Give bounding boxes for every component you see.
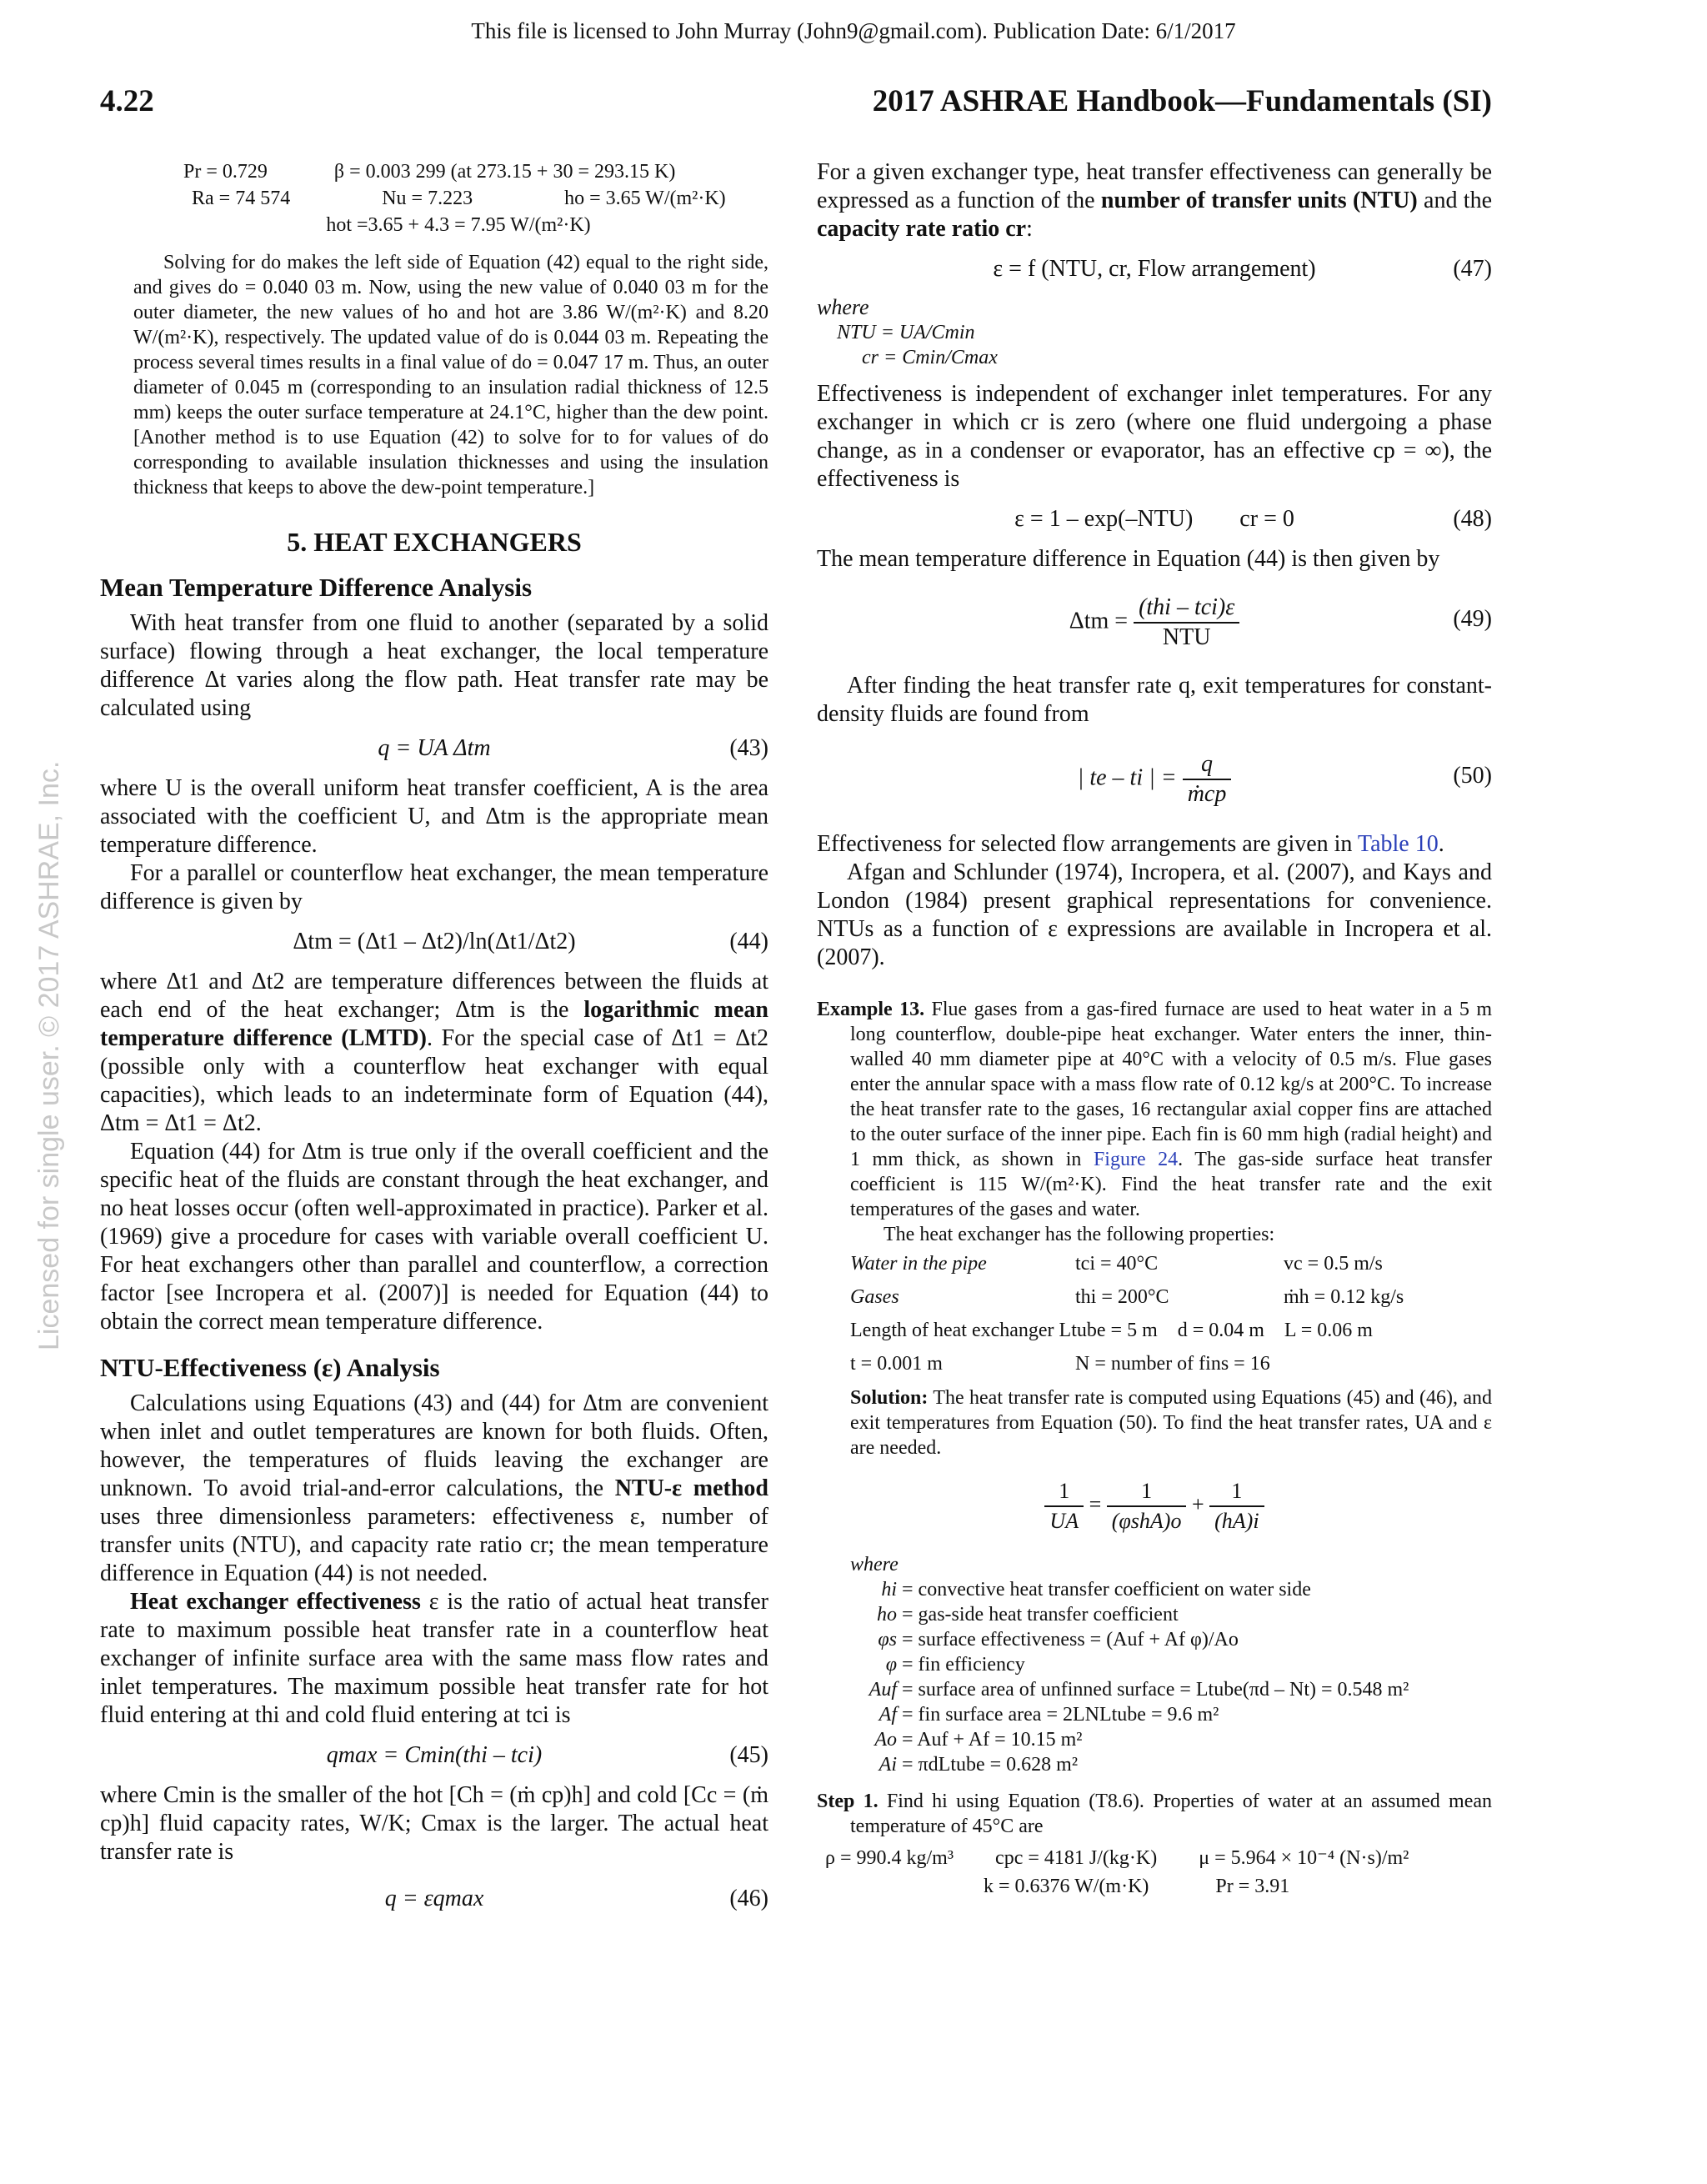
paragraph-7: Heat exchanger effectiveness ε is the ratio of actual heat transfer rate to maximum possible heat transfer rate in a counterflow heat exchanger of infinite surface area with the same mass flow rates and inlet temperatures. The maximum possible heat transfer rate for hot fluid entering at thi and cold fluid entering at tci is bbox=[100, 1589, 768, 1728]
license-line: This file is licensed to John Murray (John9@gmail.com). Publication Date: 6/1/2017 bbox=[471, 18, 1236, 43]
right-paragraph-2: Effectiveness is independent of exchanger inlet temperatures. For any exchanger in which cr is zero (where one fluid undergoing a phase change, as in a condenser or evaporator, has an effective cp = ∞), the effectiveness is bbox=[817, 381, 1492, 492]
solving-paragraph: Solving for do makes the left side of Equation (42) equal to the right side, and gives do = 0.040 03 m. Now, using the new value of 0.040 03 m for the outer diameter, the new values of ho and hot are 3.86 W/(m²·K) and 8.20 W/(m²·K), respectively. The updated value of do is 0.044 03 m. Repeating the process several times results in a final value of do = 0.047 17 m. Thus, an outer diameter of 0.045 m (corresponding to an insulation radial thickness of 12.5 mm) keeps the outer surface temperature at 24.1°C, higher than the dew point. [Another method is to use Equation (42) to solve for to for values of do corresponding to available insulation thicknesses and using the insulation thickness that keeps to above the dew-point temperature.] bbox=[133, 252, 768, 498]
figure-24-link[interactable]: Figure 24 bbox=[1093, 1149, 1179, 1170]
equation-44: Δtm = (Δt1 – Δt2)/ln(Δt1/Δt2) (44) bbox=[293, 929, 768, 954]
subsection-ntu: NTU-Effectiveness (ε) Analysis bbox=[100, 1353, 440, 1382]
paragraph-4: where Δt1 and Δt2 are temperature differences between the fluids at each end of the heat exchanger; Δtm is the logarithmic mean temperature difference (LMTD). For the special case of Δt1 = Δt2 (possible only with a counterflow heat exchanger with equal capacities), which leads to an indeterminate form of Equation (44), Δtm = Δt1 = Δt2. bbox=[100, 969, 768, 1136]
example-13: Example 13. Flue gases from a gas-fired furnace are used to heat water in a 5 m long counterflow, double-pipe heat exchanger. Water enters the inner, thin-walled 40 mm diameter pipe at 40°C with a velocity of 0.5 m/s. Flue gases enter the annular space with a mass flow rate of 0.12 kg/s at 200°C. To increase the heat transfer rate to the gases, 16 rectangular axial copper fins are attached to the outer surface of the inner pipe. Each fin is 60 mm high (radial height) and 1 mm thick, as shown in Figure 24. The gas-side surface heat transfer coefficient is 115 W/(m²·K). Find the heat transfer rate and the exit temperatures of the gases and water. The heat exchanger has the following properties: bbox=[817, 999, 1493, 1245]
symbol-definitions: where hi = convective heat transfer coefficient on water side ho = gas-side heat transfer coefficient φs = surface effectiveness = (Auf + Af φ)/Ao φ = fin efficiency Auf = surface area of unfinned surface = Ltube(πd – Nt) = 0.548 m² Af = fin surface area = 2LNLtube = 9.6 m² Ao = Auf + Af = 10.15 m² Ai = πdLtube = 0.628 m² bbox=[850, 1554, 1409, 1776]
step-1: Step 1. Find hi using Equation (T8.6). Properties of water at an assumed mean temperature of 45°C are bbox=[817, 1791, 1492, 1837]
left-column bbox=[100, 158, 768, 1925]
prop-ra: Ra = 74 574 bbox=[192, 188, 291, 209]
right-paragraph-4: After finding the heat transfer rate q, exit temperatures for constant-density fluids are found from bbox=[817, 673, 1492, 727]
subsection-mtd: Mean Temperature Difference Analysis bbox=[100, 573, 533, 602]
license-watermark: Licensed for single user. © 2017 ASHRAE, Inc. bbox=[33, 760, 65, 1350]
water-properties: ρ = 990.4 kg/m³ cpc = 4181 J/(kg·K) μ = 5.964 × 10⁻⁴ (N·s)/m² k = 0.6376 W/(m·K) Pr = 3.91 bbox=[825, 1847, 1409, 1897]
prop-beta: β = 0.003 299 (at 273.15 + 30 = 293.15 K) bbox=[333, 161, 676, 183]
table-10-link[interactable]: Table 10 bbox=[1357, 831, 1439, 857]
property-block bbox=[100, 158, 733, 238]
equation-50: | te – ti | = $\frac{q}{\text{ṁcp}}$ (50) bbox=[1077, 751, 1492, 807]
paragraph-6: Calculations using Equations (43) and (44) for Δtm are convenient when inlet and outlet temperatures are known for both fluids. Often, however, the temperatures of fluids leaving the exchanger are unknown. To avoid trial-and-error calculations, the NTU-ε method uses three dimensionless parameters: effectiveness ε, number of transfer units (NTU), and capacity rate ratio cr; the mean temperature difference in Equation (44) is not needed. bbox=[100, 1390, 768, 1586]
equation-49: Δtm = $\frac{\text{(thi – tci)ε}}{\text{NTU}}$ (49) bbox=[1069, 594, 1492, 650]
ntu-definitions: where NTU = UA/Cmin cr = Cmin/Cmax bbox=[817, 295, 998, 368]
paragraph-8: where Cmin is the smaller of the hot [Ch = (ṁ cp)h] and cold [Cc = (ṁ cp)h] fluid capacity rates, W/K; Cmax is the larger. The actual heat transfer rate is bbox=[100, 1782, 768, 1865]
section-title: 5. HEAT EXCHANGERS bbox=[287, 527, 582, 557]
right-paragraph-5: Effectiveness for selected flow arrangements are given in Table 10. bbox=[817, 831, 1444, 857]
equation-47: ε = f (NTU, cr, Flow arrangement) (47) bbox=[993, 256, 1492, 282]
paragraph-1: With heat transfer from one fluid to another (separated by a solid surface) flowing through a heat exchanger, the local temperature difference Δt varies along the flow path. Heat transfer rate may be calculated using bbox=[100, 610, 768, 721]
prop-nu: Nu = 7.223 bbox=[382, 188, 473, 209]
right-paragraph-3: The mean temperature difference in Equation (44) is then given by bbox=[817, 546, 1440, 572]
book-title: 2017 ASHRAE Handbook—Fundamentals (SI) bbox=[872, 84, 1492, 118]
equation-43: q = UA Δtm (43) bbox=[378, 735, 768, 761]
right-column bbox=[817, 158, 1492, 1901]
equation-48: ε = 1 – exp(–NTU) cr = 0 (48) bbox=[1014, 506, 1492, 532]
solution-paragraph: Solution: The heat transfer rate is computed using Equations (45) and (46), and exit temperatures from Equation (50). To find the heat transfer rates, UA and ε are needed. bbox=[850, 1387, 1492, 1459]
ua-equation: $\frac{1}{UA}$ = $\frac{1}{\text{(φshA)o}}$ + $\frac{1}{(hA)i}$ bbox=[817, 1477, 1492, 1535]
right-paragraph-6: Afgan and Schlunder (1974), Incropera, et al. (2007), and Kays and London (1984) present graphical representations for convenience. NTUs as a function of ε expressions are available in Incropera et al. (2007). bbox=[817, 859, 1492, 970]
equation-46: q = εqmax (46) bbox=[384, 1886, 768, 1911]
prop-pr: Pr = 0.729 bbox=[183, 161, 268, 183]
paragraph-2: where U is the overall uniform heat transfer coefficient, A is the area associated with the coefficient U, and Δtm is the appropriate mean temperature difference. bbox=[100, 775, 768, 858]
paragraph-5: Equation (44) for Δtm is true only if the overall coefficient and the specific heat of the fluids are constant through the heat exchanger, and no heat losses occur (often well-approximated in practice). Parker et al. (1969) give a procedure for cases with variable overall coefficient U. For heat exchangers other than parallel and counterflow, a correction factor [see Incropera et al. (2007)] is needed for Equation (44) to obtain the correct mean temperature difference. bbox=[100, 1139, 768, 1335]
example-properties: Water in the pipe tci = 40°C vc = 0.5 m/s Gases thi = 200°C ṁh = 0.12 kg/s Length of heat exchanger Ltube = 5 m d = 0.04 m L = 0.06 m t = 0.001 m N = number of fins = 16 bbox=[850, 1253, 1404, 1375]
page-number: 4.22 bbox=[100, 84, 154, 118]
paragraph-3: For a parallel or counterflow heat exchanger, the mean temperature difference is given by bbox=[100, 860, 768, 914]
right-paragraph-1: For a given exchanger type, heat transfer effectiveness can generally be expressed as a function of the number of transfer units (NTU) and the capacity rate ratio cr: bbox=[817, 159, 1492, 242]
prop-ho: ho = 3.65 W/(m²·K) bbox=[564, 188, 726, 209]
prop-hot: hot =3.65 + 4.3 = 7.95 W/(m²·K) bbox=[326, 214, 591, 236]
equation-45: qmax = Cmin(thi – tci) (45) bbox=[326, 1742, 768, 1768]
props-intro: The heat exchanger has the following properties: bbox=[884, 1224, 1275, 1245]
